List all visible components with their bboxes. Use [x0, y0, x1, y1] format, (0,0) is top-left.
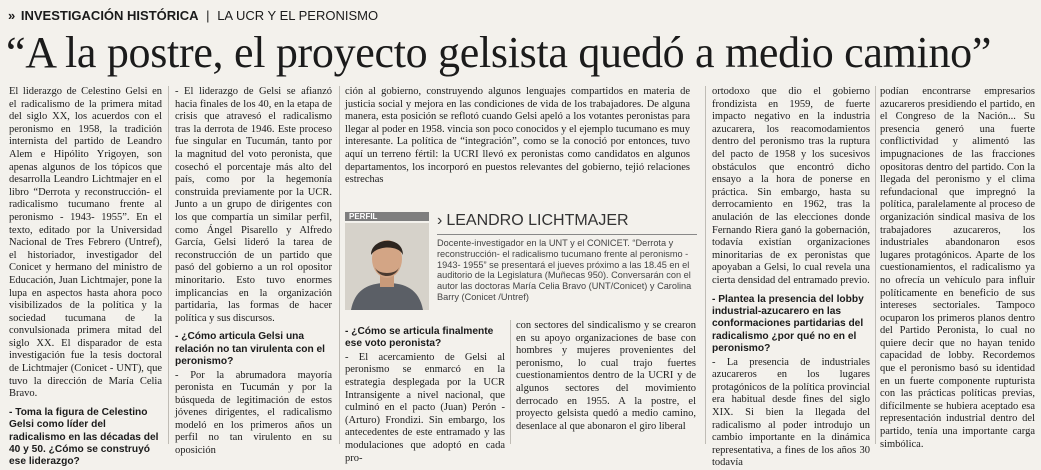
- section-topic: LA UCR Y EL PERONISMO: [217, 8, 379, 23]
- article-paragraph: - Por la abrumadora mayoría peronista en Tucumán y por la búsqueda de legitimación de estos jóvenes dirigentes, el radicalismo modeló en los primeros años un perfil no tan virulento en su oposición: [175, 369, 332, 457]
- interview-question: - ¿Cómo se articula finalmente ese voto peronista?: [345, 326, 494, 350]
- section-header: [8, 8, 378, 23]
- article-column-5: [712, 86, 870, 469]
- article-paragraph: El liderazgo de Celestino Gelsi en el radicalismo de la primera mitad del siglo XX, los acuerdos con el peronismo en 1958, la tradición internista del partido de Leandro Alem e Hipólito Yrigoyen, son apenas algunos de los tópicos que desarrolla Leandro Lichtmajer en el libro “Derrota y reconstrucción- el radicalismo tucumano frente al peronismo - 1943- 1955”. En el texto, editado por la Universidad Nacional de Tres Febrero (Untref), el historiador, investigador del Conicet y hermano del ministro de Educación, Juan Lichtmajer, pone la lupa en aspectos hasta ahora poco visibilizados de la política y la sociedad tucumana de la convulsionada primera mitad del siglo XX. El disparador de esta investigación fue la tesis doctoral de Lichtmajer (Conicet - UNT), que tuvo la dirección de María Celia Bravo.: [9, 86, 162, 400]
- article-paragraph: - La presencia de industriales azucareros en los lugares protagónicos de la política provincial era habitual desde fines del siglo XIX. Si bien la llegada del radicalismo al poder introdujo un cambio importante en la dinámica representativa, a fines de los años 30 todavía: [712, 356, 870, 469]
- profile-bio: Docente-investigador en la UNT y el CONICET. “Derrota y reconstrucción- el radicalismo tucumano frente al peronismo - 1943- 1955” se presentará el jueves próximo a las 18.45 en el auditorio de la Legislatura (Muñecas 950). Conversarán con el autor las doctoras María Celia Bravo (UNT/Conicet) y Carolina Barry (Conicet /Untref): [437, 238, 692, 302]
- article-paragraph: podían encontrarse empresarios azucareros presidiendo el partido, en el Congreso de la Nación... Su presencia generó una fuerte conflictividad y alimentó las impugnaciones de las fracciones opositoras dentro del partido. Con la llegada del peronismo y el clima refundacional que impregnó la política, paralelamente al proceso de organización sindical masiva de los trabajadores azucareros, los industriales abandonaron esos lugares protagónicos. Aparte de los cuestionamientos, el radicalismo ya no ofrecía un vehículo para influir políticamente en beneficio de sus intereses sectoriales. Tampoco ocuparon los primeros planos dentro del Partido Peronista, lo cual no quiere decir que no hayan tenido capacidad de lobby. Recordemos que el peronismo basó su identidad en un fuerte componente rupturista con las prácticas políticas previas, difícilmente se hubiera aceptado esa representación industrial dentro del partido, tenía una importante carga simbólica.: [880, 86, 1035, 450]
- article-paragraph: - El acercamiento de Gelsi al peronismo se enmarcó en la estrategia desplegada por la UCR Intransigente a nivel nacional, que culminó en el pacto (Juan) Perón - (Arturo) Frondizi. Sin embargo, los antecedentes de este entramado y las modulaciones que adoptó en cada pro-: [345, 351, 505, 464]
- column-divider: [510, 320, 511, 444]
- section-separator: |: [206, 8, 210, 23]
- article-column-1: [9, 86, 162, 468]
- section-chevron-icon: »: [8, 8, 16, 23]
- article-column-2: [175, 86, 332, 457]
- profile-tab: PERFIL: [345, 212, 429, 221]
- article-column-3-bottom-right: [516, 320, 696, 448]
- column-divider: [705, 86, 706, 444]
- column-divider: [875, 86, 876, 444]
- author-photo: [345, 223, 429, 310]
- column-divider: [339, 86, 340, 444]
- profile-box: [345, 212, 697, 314]
- article-paragraph: - El liderazgo de Gelsi se afianzó hacia finales de los 40, en la etapa de crisis que atravesó el radicalismo tras la derrota de 1946. Este proceso fue singular en Tucumán, tanto por la magnitud del voto peronista, que cosechó el porcentaje más alto del país, como por la hegemonía construida previamente por la UCR. Junto a un grupo de dirigentes con los que compartía un similar perfil, como Ángel Pisarello y Alfredo García, Gelsi lideró la tarea de reconstrucción de un partido que pasó del gobierno a un rol opositor minoritario. Esto tuvo enormes implicancias en la organización partidaria, las formas de hacer política y sus discursos.: [175, 86, 332, 324]
- interview-question: - Toma la figura de Celestino Gelsi como líder del radicalismo en las décadas del 40 y 50. ¿Cómo se construyó ese liderazgo?: [9, 406, 159, 468]
- interview-question: - Plantea la presencia del lobby industrial-azucarero en las conformaciones partidarias del radicalismo ¿por qué no en el peronismo?: [712, 293, 864, 355]
- column-divider: [168, 86, 169, 444]
- section-name: INVESTIGACIÓN HISTÓRICA: [20, 8, 199, 23]
- article-headline: “A la postre, el proyecto gelsista quedó a medio camino”: [6, 28, 992, 77]
- article-paragraph: ortodoxo que dio el gobierno frondizista en 1959, de fuerte impacto negativo en la industria azucarera, los reacomodamientos dentro del peronismo tras la ruptura del pacto de 1958 y los sucesivos obstáculos que encontró dicho ensayo a la hora de ponerse en práctica. Sin embargo, hasta su derrocamiento en 1962, tras la anulación de las elecciones donde Fernando Riera ganó la gobernación, todavía existían organizaciones minoritarias de ex peronistas que apoyaban a Gelsi, lo cual revela una cierta densidad del entramado previo.: [712, 86, 870, 286]
- profile-name-underline: [437, 234, 697, 235]
- author-portrait-image: [345, 223, 429, 310]
- interview-question: - ¿Cómo articula Gelsi una relación no tan virulenta con el peronismo?: [175, 331, 326, 368]
- profile-name: [437, 212, 697, 230]
- article-paragraph: con sectores del sindicalismo y se crearon en su apoyo organizaciones de base con hombres y mujeres provenientes del peronismo, lo cual trajo fuertes cuestionamientos dentro de la UCRI y de algunos sectores del movimiento derrocado en 1955. A la postre, el proyecto gelsista quedó a medio camino, desenlace al que abonaron el giro liberal: [516, 320, 696, 432]
- article-paragraph: ción al gobierno, construyendo algunos lenguajes compartidos en materia de justicia social y mejora en las condiciones de vida de los trabajadores. De alguna manera, esta posición se reflotó cuando Gelsi apeló a los votantes peronistas para llegar al poder en 1958. vincia son poco conocidos y el ejemplo tucumano es muy interesante. La política de “integración”, como se la conoció por entonces, tuvo aquí un terreno fértil: la UCRI llevó ex peronistas como candidatos en algunos departamentos, los incorporó en puestos relevantes del gobierno, tejió relaciones estrechas: [345, 86, 690, 186]
- article-column-6: [880, 86, 1035, 448]
- article-column-3-top: [345, 86, 690, 186]
- profile-chevron-icon: ›: [437, 212, 443, 229]
- profile-name-text: LEANDRO LICHTMAJER: [446, 212, 629, 229]
- article-column-3-bottom-left: [345, 320, 505, 464]
